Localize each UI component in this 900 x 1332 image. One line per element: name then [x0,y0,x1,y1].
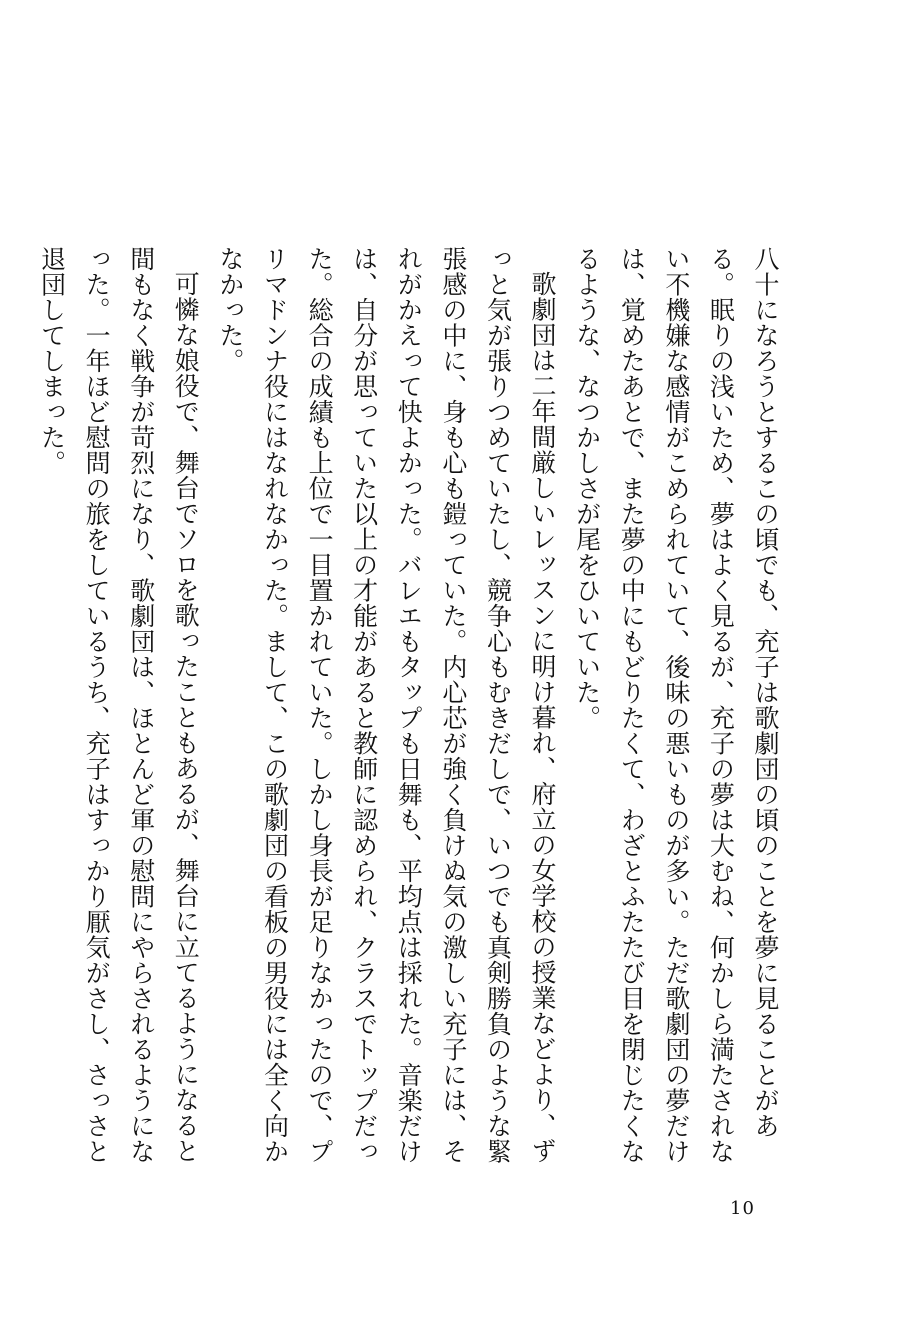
paragraph-1: 八十になろうとするこの頃でも、充子は歌劇団の頃のことを夢に見ることがある。眠りの浅いため、夢はよく見るが、充子の夢は大むね、何かしら満たされない不機嫌な感情がこめられていて、後味の悪いものが多い。ただ歌劇団の夢だけは、覚めたあとで、また夢の中にもどりたくて、わざとふたたび目を閉じたくなるような、なつかしさが尾をひいていた。 [572,246,780,1164]
vertical-body-text [37,246,787,1166]
page-number: 10 [730,1198,755,1219]
paragraph-2: 歌劇団は二年間厳しいレッスンに明け暮れ、府立の女学校の授業などより、ずっと気が張りつめていたし、競争心もむきだしで、いつでも真剣勝負のような緊張感の中に、身も心も鎧っていた。内心芯が強く負けぬ気の激しい充子には、それがかえって快よかった。バレエもタップも日舞も、平均点は採れた。音楽だけは、自分が思っていた以上の才能があると教師に認められ、クラスでトップだった。総合の成績も上位で一目置かれていた。しかし身長が足りなかったので、プリマドンナ役にはなれなかった。まして、この歌劇団の看板の男役には全く向かなかった。 [215,246,558,1164]
paragraph-3: 可憐な娘役で、舞台でソロを歌ったこともあるが、舞台に立てるようになると間もなく戦争が苛烈になり、歌劇団は、ほとんど軍の慰問にやらされるようになった。一年ほど慰問の旅をしているうち、充子はすっかり厭気がさし、さっさと退団してしまった。 [37,246,201,1164]
